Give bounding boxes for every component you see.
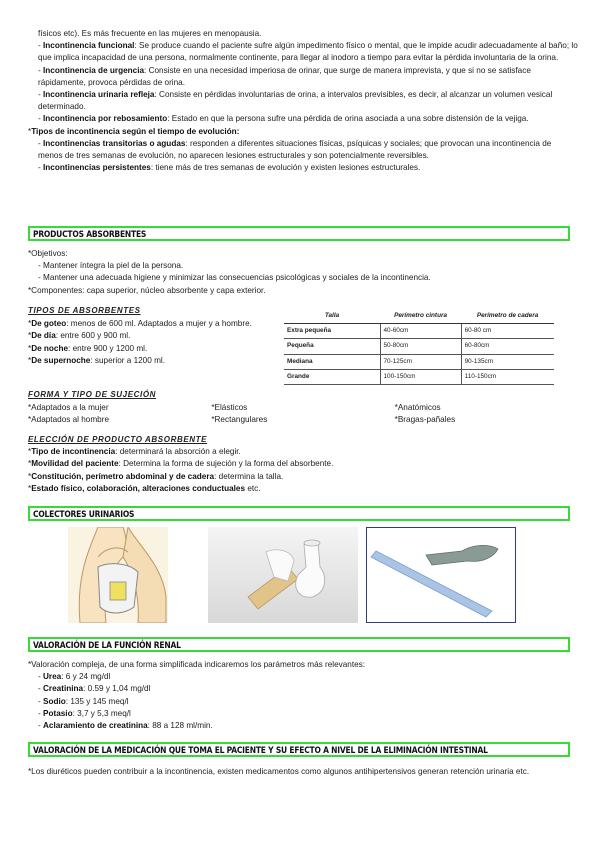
value: : 88 a 128 ml/min.	[147, 721, 213, 731]
term: Movilidad del paciente	[31, 459, 119, 469]
table-cell: Extra pequeña	[284, 324, 380, 339]
definition: : tiene más de tres semanas de evolución y existen lesiones estructurales.	[150, 163, 421, 173]
tipos-title: TIPOS DE ABSORBENTES	[28, 306, 141, 315]
medicacion-text: *Los diuréticos pueden contribuir a la incontinencia, existen medicamentos como algunos antihipertensivos generan retención urinaria etc.	[28, 767, 530, 776]
medicacion-section	[28, 766, 578, 778]
colector-illustration-image	[68, 527, 168, 623]
definition: : Estado en que la persona sufre una pérdida de orina asociada a una sobre distensión de la vejiga.	[167, 114, 529, 124]
term: Estado físico, colaboración, alteraciones conductuales	[31, 483, 246, 493]
definition: : Determina la forma de sujeción y la forma del absorbente.	[118, 459, 334, 469]
evolution-title-text: Tipos de incontinencia según el tiempo de evolución:	[31, 126, 240, 136]
colector-product-image	[208, 527, 358, 623]
term: De día	[31, 331, 56, 341]
param-item: - Creatinina: 0.59 y 1,04 mg/dl	[38, 684, 151, 694]
table-row	[284, 339, 554, 354]
tipo-item: *De noche: entre 900 y 1200 ml.	[28, 343, 148, 353]
renal-section	[28, 659, 578, 732]
forma-item: *Bragas-pañales	[394, 415, 456, 425]
value: : 3,7 y 5,3 meq/l	[72, 708, 131, 718]
term: Incontinencia por rebosamiento	[43, 114, 168, 124]
forma-row	[28, 414, 578, 426]
table-row	[284, 324, 554, 339]
list-item: - Incontinencias transitorias o agudas: responden a diferentes situaciones físicas, psíquicas y sociales; que provocan una incontinencia de menos de tres semanas de evolución, no aparecen lesiones estructurales y son potencialmente reversibles.	[38, 138, 552, 161]
objetivos-label: *Objetivos:	[28, 249, 68, 258]
definition: : menos de 600 ml. Adaptados a mujer y a hombre.	[66, 319, 252, 329]
forma-item: *Elásticos	[211, 403, 248, 413]
forma-row	[28, 402, 578, 414]
list-item: - Incontinencia urinaria refleja: Consiste en pérdidas involuntarias de orina, a intervalos previsibles, es decir, al alcanzar un volumen vesical determinado.	[38, 90, 553, 112]
param-item: - Urea: 6 y 24 mg/dl	[38, 672, 111, 682]
objetivo-item: - Mantener íntegra la piel de la persona.	[38, 261, 184, 271]
section-header-medicacion: VALORACIÓN DE LA MEDICACIÓN QUE TOMA EL PACIENTE Y SU EFECTO A NIVEL DE LA ELIMINACIÓN INTESTINAL	[28, 742, 570, 757]
list-item: - Incontinencia por rebosamiento: Estado en que la persona sufre una pérdida de orina asociada a una sobre distensión de la vejiga.	[38, 114, 529, 124]
term: Incontinencia de urgencia	[43, 65, 145, 75]
colector-catheter-image	[366, 527, 516, 623]
table-cell: 60-80 cm	[461, 324, 554, 339]
list-item: - Incontinencia funcional: Se produce cuando el paciente sufre algún impedimento físico o mental, que le impide acudir adecuadamente al baño; lo que implica incapacidad de una persona, normalmente continente, para llegar al inodoro a tiempo para evitar la pérdida involuntaria de la orina.	[38, 41, 578, 63]
table-cell: 60-80cm	[461, 339, 554, 354]
componentes-text: *Componentes: capa superior, núcleo absorbente y capa exterior.	[28, 285, 266, 295]
definition: : determinará la absorción a elegir.	[115, 447, 241, 457]
forma-item: *Adaptados a la mujer	[28, 403, 109, 413]
term: Creatinina	[43, 684, 84, 694]
term: Incontinencia urinaria refleja	[43, 90, 155, 100]
term: Incontinencias transitorias o agudas	[43, 138, 186, 148]
table-cell: 50-80cm	[380, 339, 461, 354]
section-header-colectores: COLECTORES URINARIOS	[28, 506, 570, 521]
intro-section	[28, 28, 578, 174]
section-header-renal: VALORACIÓN DE LA FUNCIÓN RENAL	[28, 637, 570, 652]
definition: etc.	[245, 483, 261, 493]
value: : 135 y 145 meq/l	[65, 696, 129, 706]
tipo-item: *De supernoche: superior a 1200 ml.	[28, 355, 165, 365]
forma-item: *Anatómicos	[394, 403, 441, 413]
table-row	[284, 354, 554, 369]
table-cell: Pequeña	[284, 339, 380, 354]
definition: : entre 900 y 1200 ml.	[68, 343, 148, 353]
value: : 0.59 y 1,04 mg/dl	[83, 684, 151, 694]
eleccion-item: *Estado físico, colaboración, alteraciones conductuales etc.	[28, 483, 261, 493]
list-item: - Incontinencia de urgencia: Consiste en una necesidad imperiosa de orinar, que surge de manera imprevista, y que si no se satisface rápidamente, provoca pérdidas de orina.	[38, 65, 531, 87]
tipos-absorbentes	[28, 305, 276, 367]
absorbentes-section	[28, 248, 578, 297]
eleccion-title: ELECCIÓN DE PRODUCTO ABSORBENTE	[28, 435, 208, 444]
renal-intro: *Valoración compleja, de una forma simplificada indicaremos los parámetros más relevantes:	[28, 660, 366, 669]
sizes-table	[284, 309, 554, 385]
eleccion-item: *Movilidad del paciente: Determina la forma de sujeción y la forma del absorbente.	[28, 459, 334, 469]
term: De goteo	[31, 319, 67, 329]
term: Constitución, perímetro abdominal y de cadera	[31, 471, 215, 481]
definition: : responden a diferentes situaciones físicas, psíquicas y sociales; que provocan una incontinencia de menos de tres semanas de evolución, no aparecen lesiones estructurales y son potencialmente reversibles.	[38, 138, 552, 161]
definition: : Se produce cuando el paciente sufre algún impedimento físico o mental, que le impide acudir adecuadamente al baño; lo que implica incapacidad de una persona, normalmente continente, para llegar al inodoro a tiempo para evitar la pérdida involuntaria de la orina.	[38, 41, 578, 63]
list-item: - Incontinencias persistentes: tiene más de tres semanas de evolución y existen lesiones estructurales.	[38, 163, 421, 173]
eleccion-item: *Constitución, perímetro abdominal y de cadera: determina la talla.	[28, 471, 284, 481]
table-cell: 90-135cm	[461, 354, 554, 369]
value: : 6 y 24 mg/dl	[61, 672, 111, 682]
term: Tipo de incontinencia	[31, 447, 116, 457]
definition: : entre 600 y 900 ml.	[55, 331, 131, 341]
term: De noche	[31, 343, 69, 353]
tipo-item: *De goteo: menos de 600 ml. Adaptados a mujer y a hombre.	[28, 319, 252, 329]
param-item: - Aclaramiento de creatinina: 88 a 128 ml/min.	[38, 721, 213, 731]
table-header: Perímetro de cadera	[461, 309, 554, 324]
table-cell: 40-60cm	[380, 324, 461, 339]
param-item: - Sodio: 135 y 145 meq/l	[38, 696, 129, 706]
definition: : Consiste en pérdidas involuntarias de orina, a intervalos previsibles, es decir, al alcanzar un volumen vesical determinado.	[38, 90, 553, 112]
term: Sodio	[43, 696, 66, 706]
term: Incontinencias persistentes	[43, 163, 151, 173]
table-row	[284, 369, 554, 384]
definition: : superior a 1200 ml.	[90, 355, 165, 365]
evolution-title: *Tipos de incontinencia según el tiempo de evolución:	[28, 126, 240, 136]
table-header: Talla	[284, 309, 380, 324]
term: De supernoche	[31, 355, 91, 365]
forma-item: *Adaptados al hombre	[28, 415, 110, 425]
definition: : determina la talla.	[214, 471, 284, 481]
tipo-item: *De día: entre 600 y 900 ml.	[28, 331, 131, 341]
term: Urea	[43, 672, 62, 682]
table-header: Perímetro cintura	[380, 309, 461, 324]
table-cell: 110-150cm	[461, 369, 554, 384]
term: Aclaramiento de creatinina	[43, 721, 148, 731]
eleccion-item: *Tipo de incontinencia: determinará la absorción a elegir.	[28, 447, 241, 457]
table-cell: Mediana	[284, 354, 380, 369]
forma-item: *Rectangulares	[211, 415, 268, 425]
forma-title: FORMA Y TIPO DE SUJECIÓN	[28, 390, 157, 399]
term: Incontinencia funcional	[43, 41, 135, 51]
forma-sujecion	[28, 389, 578, 427]
eleccion-section	[28, 434, 578, 495]
table-cell: Grande	[284, 369, 380, 384]
table-cell: 70-125cm	[380, 354, 461, 369]
table-header-row	[284, 309, 554, 324]
table-cell: 100-150cm	[380, 369, 461, 384]
definition: : Consiste en una necesidad imperiosa de orinar, que surge de manera imprevista, y que si no se satisface rápidamente, provoca pérdidas de orina.	[38, 65, 531, 87]
param-item: - Potasio: 3,7 y 5,3 meq/l	[38, 708, 131, 718]
section-header-absorbentes: PRODUCTOS ABSORBENTES	[28, 226, 570, 241]
intro-line: físicos etc). Es más frecuente en las mujeres en menopausia.	[38, 29, 262, 38]
objetivo-item: - Mantener una adecuada higiene y minimizar las consecuencias psicológicas y sociales de la incontinencia.	[38, 273, 431, 283]
term: Potasio	[43, 708, 73, 718]
